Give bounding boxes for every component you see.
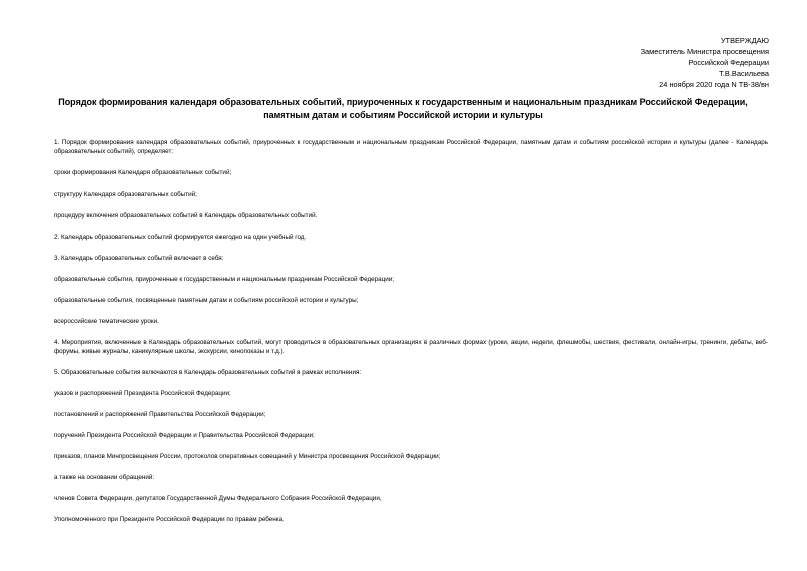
paragraph-11: 5. Образовательные события включаются в Календарь образовательных событий в рамках исполнения:: [54, 369, 362, 376]
paragraph-8: образовательные события, посвященные памятным датам и событиям российской истории и культуры;: [54, 297, 359, 304]
paragraph-5: 2. Календарь образовательных событий формируется ежегодно на один учебный год.: [54, 234, 307, 241]
approval-block: [641, 35, 769, 90]
paragraph-1: 1. Порядок формирования календаря образовательных событий, приуроченных к государственным и национальным праздникам Российской Федерации, памятным датам и событиям российской истории и культуры (далее - Календарь образовательных событий), определяет:: [54, 139, 768, 155]
document-title: Порядок формирования календаря образовательных событий, приуроченных к государственным и национальным праздникам Российской Федерации, памятным датам и событиям Российской истории и культуры: [58, 97, 748, 120]
paragraph-2: сроки формирования Календаря образовательных событий;: [54, 169, 232, 176]
approval-label: УТВЕРЖДАЮ: [720, 36, 769, 45]
paragraph-7: образовательные события, приуроченные к государственным и национальным праздникам Российской Федерации;: [54, 276, 395, 283]
paragraph-12: указов и распоряжений Президента Российской Федерации;: [54, 390, 231, 397]
paragraph-15: приказов, планов Минпросвещения России, протоколов оперативных совещаний у Министра просвещения Российской Федерации;: [54, 453, 441, 460]
paragraph-4: процедуру включения образовательных событий в Календарь образовательных событий.: [54, 212, 318, 219]
paragraph-6: 3. Календарь образовательных событий включает в себя:: [54, 255, 224, 262]
approval-position-line2: Российской Федерации: [688, 58, 769, 67]
paragraph-16: а также на основании обращений:: [54, 474, 155, 481]
paragraph-18: Уполномоченного при Президенте Российской Федерации по правам ребенка,: [54, 516, 284, 523]
approval-signer: Т.В.Васильева: [719, 69, 769, 78]
approval-position-line1: Заместитель Министра просвещения: [640, 47, 769, 56]
paragraph-14: поручений Президента Российской Федерации и Правительства Российской Федерации;: [54, 432, 315, 439]
approval-date: 24 ноября 2020 года N ТВ-38/вн: [659, 80, 769, 89]
paragraph-10: 4. Мероприятия, включенные в Календарь образовательных событий, могут проводиться в образовательных организациях в различных формах (уроки, акции, недели, флешмобы, шествия, фестивали, онлайн-игры, тренинги, дебаты, веб-форумы, живые журналы, каникулярные школы, экскурсии, кинопоказы и т.д.).: [54, 339, 768, 355]
paragraph-17: членов Совета Федерации, депутатов Государственной Думы Федерального Собрания Российской Федерации,: [54, 495, 382, 502]
paragraph-3: структуру Календаря образовательных событий;: [54, 191, 197, 198]
paragraph-9: всероссийские тематические уроки.: [54, 318, 159, 325]
paragraph-13: постановлений и распоряжений Правительства Российской Федерации;: [54, 411, 266, 418]
